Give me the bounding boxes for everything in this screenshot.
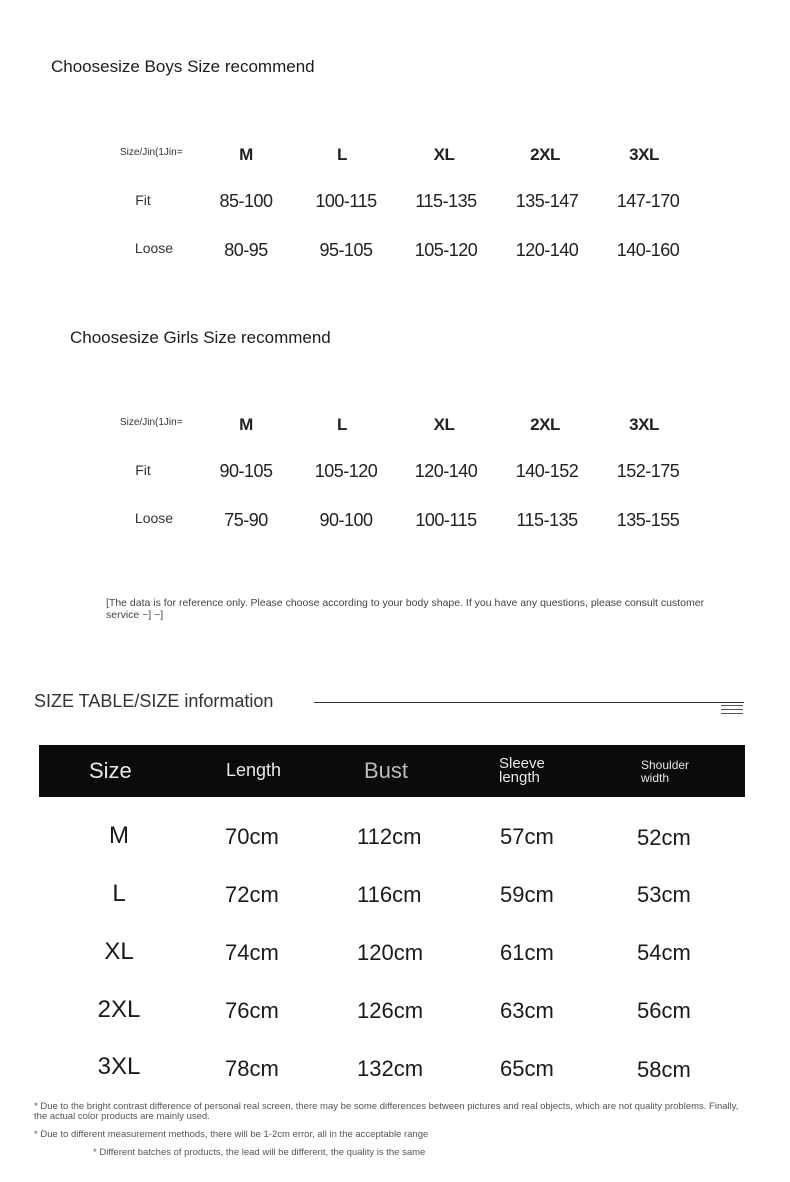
boys-size-2xl: 2XL [530,145,560,164]
boys-fit-label: Fit [135,192,151,208]
row-length: 76cm [225,998,279,1023]
row-shoulder: 53cm [637,882,691,907]
girls-size-xl: XL [433,415,455,434]
girls-header-label: Size/Jin(1Jin= [120,417,183,428]
boys-size-table [110,140,730,284]
boys-loose-label: Loose [134,240,174,256]
girls-fit-row [110,458,730,506]
menu-lines-icon [721,705,743,717]
girls-size-2xl: 2XL [530,415,560,434]
girls-fit-xl: 120-140 [414,461,478,481]
girls-fit-3xl: 152-175 [616,461,680,481]
row-sleeve: 65cm [500,1056,554,1081]
table-row [39,996,745,1054]
header-shoulder-line1: Shoulder [641,758,690,772]
boys-size-m: M [239,145,253,164]
boys-loose-row [110,236,730,284]
row-length: 70cm [225,824,279,849]
boys-fit-2xl: 135-147 [515,191,579,211]
header-shoulder-width [641,759,689,785]
girls-section-title: Choosesize Girls Size recommend [70,328,331,347]
row-length: 72cm [225,882,279,907]
header-shoulder-line2: width [641,771,670,785]
row-size: XL [104,938,134,965]
row-length: 74cm [225,940,279,965]
boys-fit-m: 85-100 [219,191,273,211]
row-shoulder: 54cm [637,940,691,965]
size-table-title: SIZE TABLE/SIZE information [34,691,274,711]
girls-fit-label: Fit [135,462,151,478]
row-sleeve: 61cm [500,940,554,965]
boys-size-3xl: 3XL [629,145,659,164]
boys-loose-m: 80-95 [224,240,268,260]
girls-fit-m: 90-105 [219,461,273,481]
boys-loose-l: 95-105 [319,240,373,260]
table-row [39,822,745,880]
boys-loose-2xl: 120-140 [515,240,579,260]
boys-loose-xl: 105-120 [414,240,478,260]
header-sleeve-line1: Sleeve [499,755,545,772]
boys-fit-l: 100-115 [315,191,377,211]
girls-size-3xl: 3XL [629,415,659,434]
boys-header-row [110,140,730,188]
row-bust: 126cm [357,998,424,1023]
boys-size-l: L [337,145,347,164]
footnote-measurement: * Due to different measurement methods, there will be 1-2cm error, all in the acceptable range [34,1129,429,1140]
row-length: 78cm [225,1056,279,1081]
header-size: Size [89,758,132,783]
boys-loose-3xl: 140-160 [616,240,680,260]
header-bust: Bust [364,758,409,783]
boys-fit-3xl: 147-170 [616,191,680,211]
table-row [39,938,745,996]
girls-fit-l: 105-120 [314,461,378,481]
row-sleeve: 59cm [500,882,554,907]
row-size: L [112,880,126,907]
girls-loose-2xl: 115-135 [516,510,578,530]
girls-size-table [110,410,730,554]
footnote-batches: * Different batches of products, the lead will be different, the quality is the same [93,1147,426,1158]
row-bust: 116cm [357,882,422,907]
row-size: 3XL [97,1053,141,1080]
girls-loose-label: Loose [134,510,174,526]
girls-size-l: L [337,415,347,434]
girls-loose-3xl: 135-155 [616,510,680,530]
boys-fit-xl: 115-135 [415,191,477,211]
row-size: 2XL [97,996,141,1023]
size-table-header [39,745,745,797]
row-shoulder: 58cm [637,1057,691,1082]
header-sleeve-line2: length [499,769,540,786]
girls-loose-xl: 100-115 [415,510,477,530]
row-shoulder: 56cm [637,998,691,1023]
girls-header-row [110,410,730,458]
boys-fit-row [110,188,730,236]
row-shoulder: 52cm [637,825,691,850]
girls-size-m: M [239,415,253,434]
boys-section-title: Choosesize Boys Size recommend [51,57,315,76]
boys-header-label: Size/Jin(1Jin= [120,147,183,158]
boys-size-xl: XL [433,145,455,164]
title-divider [314,702,744,703]
row-bust: 132cm [357,1056,424,1081]
row-sleeve: 63cm [500,998,554,1023]
row-sleeve: 57cm [500,824,554,849]
header-sleeve-length [499,757,545,785]
reference-note: [The data is for reference only. Please choose according to your body shape. If you have any questions, please consult customer service ~] ~] [106,597,705,621]
girls-loose-row [110,506,730,554]
header-length: Length [226,760,282,780]
row-bust: 120cm [357,940,424,965]
girls-loose-l: 90-100 [319,510,373,530]
row-size: M [109,822,129,849]
row-bust: 112cm [357,824,422,849]
girls-loose-m: 75-90 [224,510,268,530]
table-row [39,880,745,938]
girls-fit-2xl: 140-152 [515,461,579,481]
footnote-color: * Due to the bright contrast difference of personal real screen, there may be some differences between pictures and real objects, which are not quality problems. Finally, the actual color products are mainly used. [34,1101,739,1122]
